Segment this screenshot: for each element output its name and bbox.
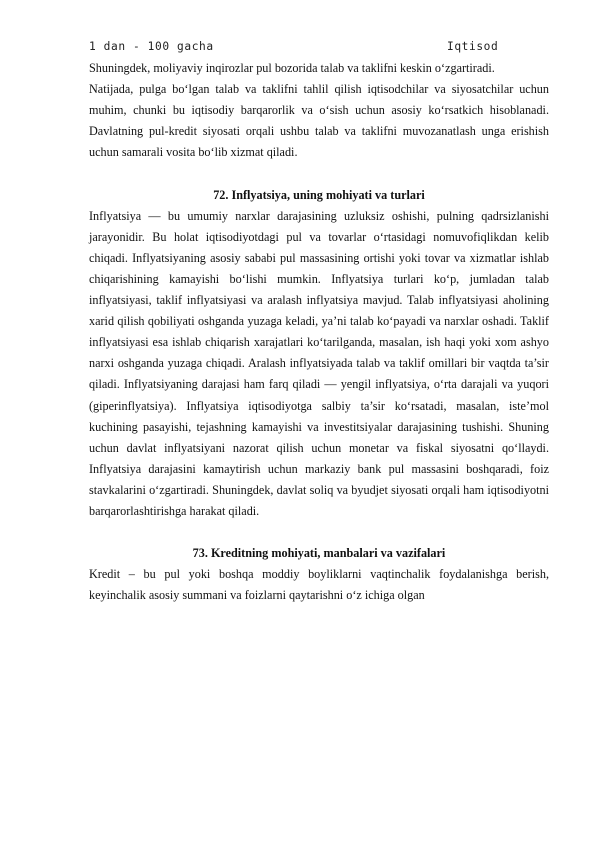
- intro-paragraph-2: Natijada, pulga bo‘lgan talab va taklifni tahlil qilish iqtisodchilar va siyosatchilar uchun muhim, chunki bu iqtisodiy barqarorlik va o‘sish uchun asosiy ko‘rsatkich hisoblanadi. Davlatning pul-kredit siyosati orqali ushbu talab va taklifni muvozanatlash unga erishish uchun samarali vosita bo‘lib xizmat qiladi.: [89, 82, 549, 160]
- document-page: [89, 34, 549, 606]
- spacer: [89, 522, 549, 543]
- section-73-title: 73. Kreditning mohiyati, manbalari va vazifalari: [192, 546, 446, 561]
- intro-paragraph-1: Shuningdek, moliyaviy inqirozlar pul bozorida talab va taklifni keskin o‘zgartiradi.: [89, 61, 495, 75]
- header-page-range: 1 dan - 100 gacha: [89, 40, 214, 53]
- header-subject: Iqtisod: [447, 40, 499, 53]
- section-72-title: 72. Inflyatsiya, uning mohiyati va turlari: [213, 187, 425, 202]
- section-73-body: Kredit – bu pul yoki boshqa moddiy boyliklarni vaqtinchalik foydalanishga berish, keyinchalik asosiy summani va foizlarni qaytarishni o‘z ichiga olgan: [89, 567, 549, 603]
- section-72-body: Inflyatsiya — bu umumiy narxlar darajasining uzluksiz oshishi, pulning qadrsizlanishi jarayonidir. Bu holat iqtisodiyotdagi pul va tovarlar o‘rtasidagi nomuvofiqlikdan kelib chiqadi. Inflyatsiyaning asosiy sababi pul massasining ortishi yoki tovar va xizmatlar ishlab chiqarishining kamayishi bo‘lishi mumkin. Inflyatsiya turlari ko‘p, jumladan talab inflyatsiyasi, taklif inflyatsiyasi va aralash inflyatsiya mavjud. Talab inflyatsiyasi aholining xarid qilish qobiliyati oshganda yuzaga keladi, ya’ni talab ko‘payadi va narxlar oshadi. Taklif inflyatsiyasi esa ishlab chiqarish xarajatlari ko‘tarilganda, masalan, ish haqi yoki xom ashyo narxi oshganda yuzaga chiqadi. Aralash inflyatsiyada talab va taklif omillari bir vaqtda ta’sir qiladi. Inflyatsiyaning darajasi ham farq qiladi — yengil inflyatsiya, o‘rta darajali va yuqori (giperinflyatsiya). Inflyatsiya iqtisodiyotga salbiy ta’sir ko‘rsatadi, masalan, iste’mol kuchining pasayishi, tejashning kamayishi va investitsiyalar darajasining tushishi. Shuning uchun davlat inflyatsiyani nazorat qilish uchun monetar va fiskal siyosatni qo‘llaydi. Inflyatsiya darajasini kamaytirish uchun markaziy bank pul massasini boshqaradi, foiz stavkalarini o‘zgartiradi. Shuningdek, davlat soliq va byudjet siyosati orqali ham iqtisodiyotni barqarorlashtirishga harakat qiladi.: [89, 208, 549, 518]
- spacer: [89, 163, 549, 184]
- page-header: [89, 34, 549, 58]
